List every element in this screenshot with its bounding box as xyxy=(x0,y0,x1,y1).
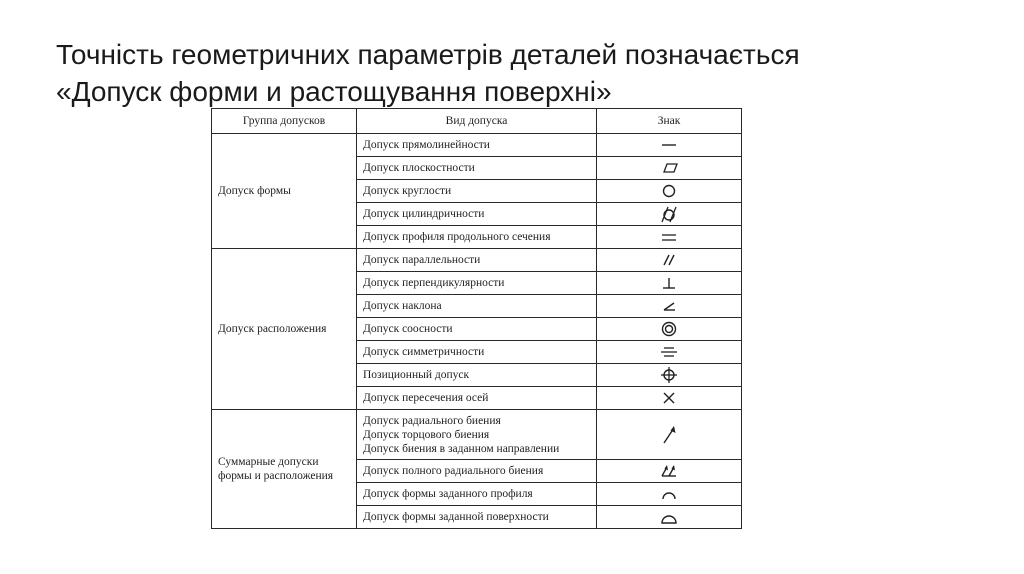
sign-cell xyxy=(597,460,742,483)
coaxiality-icon xyxy=(654,320,684,338)
tolerance-type: Допуск плоскостности xyxy=(357,157,597,180)
tolerance-type: Допуск наклона xyxy=(357,295,597,318)
angularity-icon xyxy=(654,298,684,314)
sign-cell xyxy=(597,387,742,410)
tolerance-type-line: Допуск торцового биения xyxy=(363,428,490,441)
group-cell-location xyxy=(212,249,357,410)
group-label: Суммарные допуски xyxy=(218,456,319,468)
axis-intersection-icon xyxy=(654,390,684,406)
tolerance-type: Допуск цилиндричности xyxy=(357,203,597,226)
tolerance-table xyxy=(211,108,742,529)
profile-of-line-icon xyxy=(654,486,684,502)
tolerance-type: Допуск профиля продольного сечения xyxy=(357,226,597,249)
tolerance-type: Допуск параллельности xyxy=(357,249,597,272)
slide-title-line-1: Точність геометричних параметрів деталей позначається xyxy=(56,39,800,70)
circularity-icon xyxy=(654,183,684,199)
tolerance-type: Допуск соосности xyxy=(357,318,597,341)
total-runout-icon xyxy=(654,462,684,480)
table-row xyxy=(212,134,742,157)
sign-cell xyxy=(597,364,742,387)
tolerance-type: Допуск круглости xyxy=(357,180,597,203)
group-label: Допуск формы xyxy=(218,185,291,197)
longitudinal-profile-icon xyxy=(654,229,684,245)
sign-cell xyxy=(597,180,742,203)
table-header-row xyxy=(212,109,742,134)
sign-cell xyxy=(597,249,742,272)
header-sign: Знак xyxy=(597,109,742,134)
parallelism-icon xyxy=(654,252,684,268)
sign-cell xyxy=(597,157,742,180)
position-icon xyxy=(654,365,684,385)
tolerance-type: Допуск полного радиального биения xyxy=(357,460,597,483)
tolerance-type: Допуск перпендикулярности xyxy=(357,272,597,295)
tolerance-type: Допуск пересечения осей xyxy=(357,387,597,410)
sign-cell xyxy=(597,295,742,318)
sign-cell xyxy=(597,272,742,295)
cylindricity-icon xyxy=(654,204,684,224)
tolerance-type: Допуск прямолинейности xyxy=(357,134,597,157)
group-label: Допуск расположения xyxy=(218,323,327,335)
perpendicularity-icon xyxy=(654,275,684,291)
straightness-icon xyxy=(654,137,684,153)
tolerance-type: Допуск формы заданного профиля xyxy=(357,483,597,506)
tolerance-type-line: Допуск радиального биения xyxy=(363,414,501,427)
sign-cell xyxy=(597,203,742,226)
flatness-icon xyxy=(654,160,684,176)
sign-cell xyxy=(597,483,742,506)
slide-title-line-2: «Допуск форми и растощування поверхні» xyxy=(56,76,612,107)
profile-of-surface-icon xyxy=(654,508,684,526)
header-type: Вид допуска xyxy=(357,109,597,134)
sign-cell xyxy=(597,506,742,529)
tolerance-table-container xyxy=(211,108,741,544)
table-row xyxy=(212,410,742,460)
tolerance-type xyxy=(357,410,597,460)
header-group: Группа допусков xyxy=(212,109,357,134)
sign-cell xyxy=(597,410,742,460)
group-cell-form xyxy=(212,134,357,249)
tolerance-type-line: Допуск биения в заданном направлении xyxy=(363,442,560,455)
sign-cell xyxy=(597,134,742,157)
group-cell-combined xyxy=(212,410,357,529)
tolerance-type: Допуск формы заданной поверхности xyxy=(357,506,597,529)
sign-cell xyxy=(597,226,742,249)
sign-cell xyxy=(597,318,742,341)
tolerance-type: Позиционный допуск xyxy=(357,364,597,387)
sign-cell xyxy=(597,341,742,364)
table-row xyxy=(212,249,742,272)
tolerance-type: Допуск симметричности xyxy=(357,341,597,364)
symmetry-icon xyxy=(654,344,684,360)
runout-icon xyxy=(654,422,684,448)
slide-title xyxy=(56,36,996,110)
group-label: формы и расположения xyxy=(218,470,334,482)
